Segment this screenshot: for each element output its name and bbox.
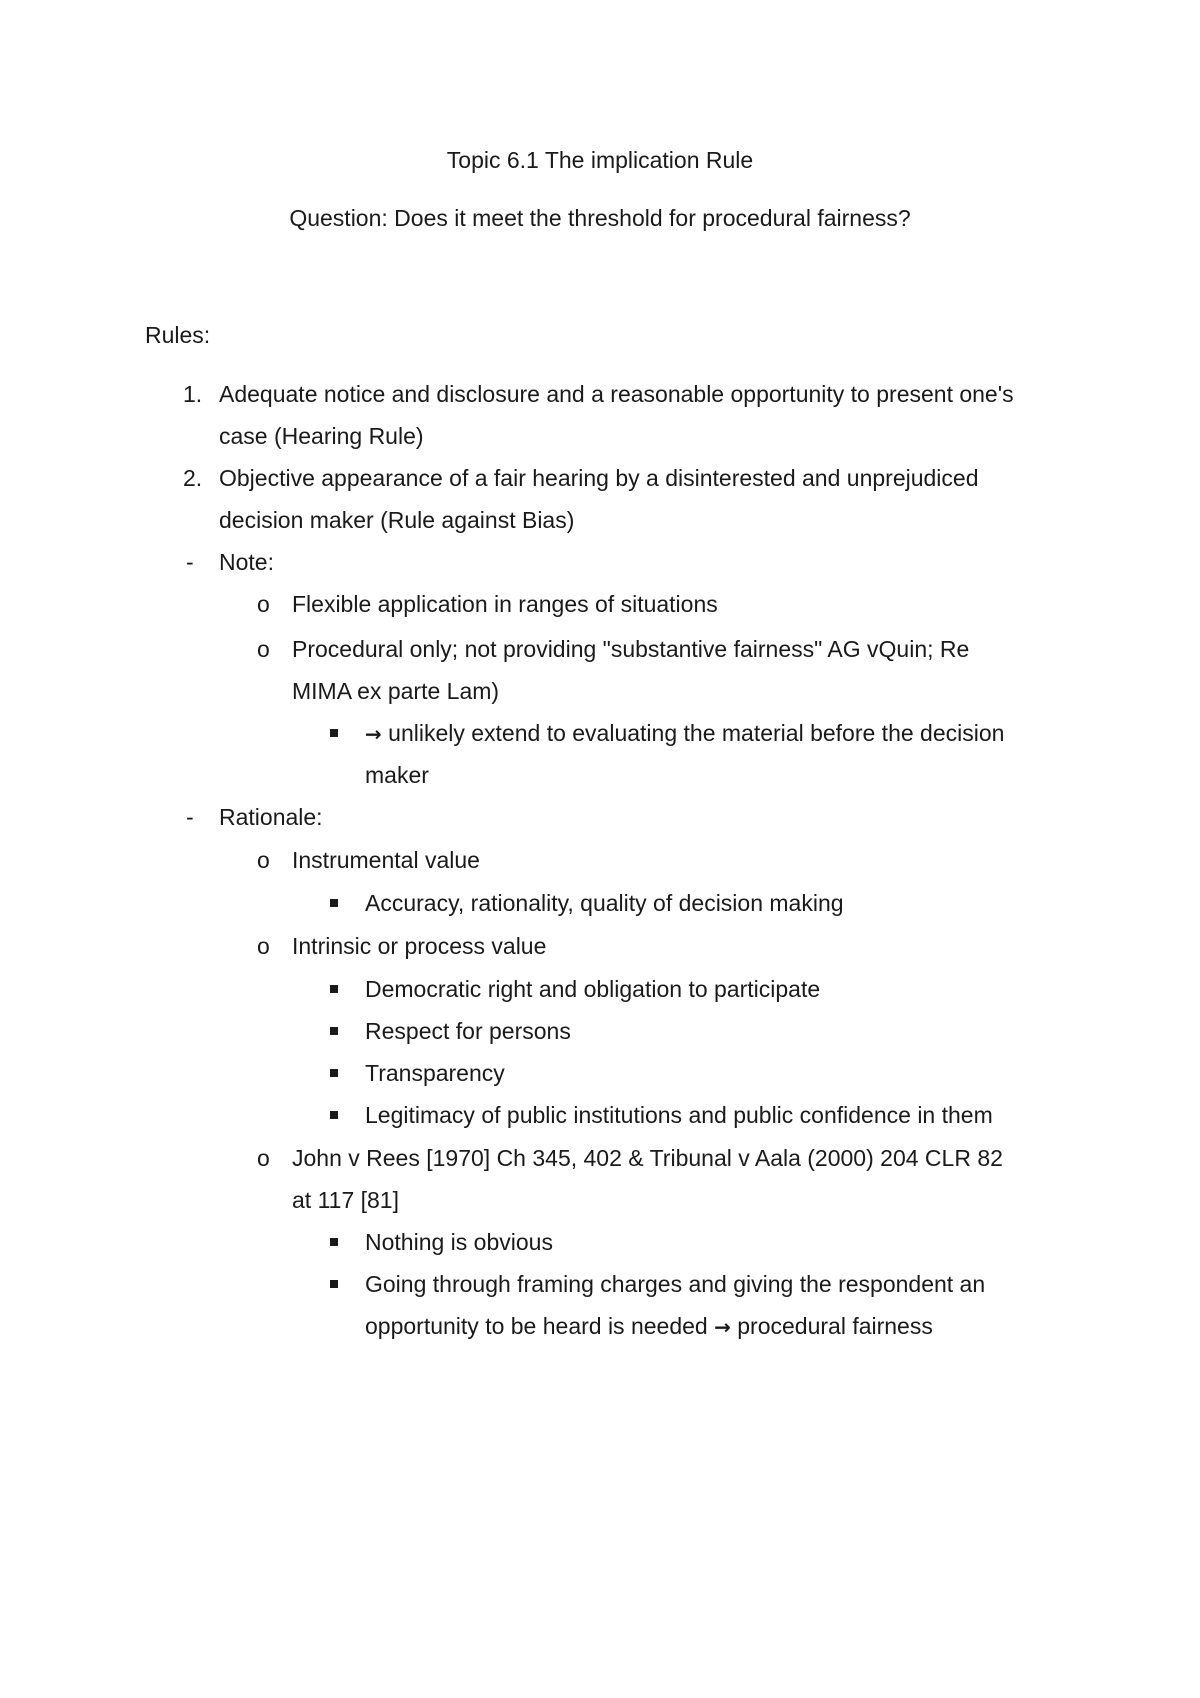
circle-bullet: o bbox=[257, 933, 270, 959]
list-item-text: Intrinsic or process value bbox=[292, 933, 547, 959]
question-line: Question: Does it meet the threshold for procedural fairness? bbox=[289, 205, 911, 231]
list-item-text: decision maker (Rule against Bias) bbox=[219, 507, 575, 533]
dash-bullet: - bbox=[186, 804, 194, 830]
list-item-text: Transparency bbox=[365, 1060, 505, 1086]
list-item-text: → unlikely extend to evaluating the material before the decision bbox=[365, 720, 1005, 746]
square-bullet bbox=[330, 1027, 338, 1035]
square-bullet bbox=[330, 1280, 338, 1288]
circle-bullet: o bbox=[257, 636, 270, 662]
square-bullet bbox=[330, 1069, 338, 1077]
list-item-text: at 117 [81] bbox=[292, 1187, 399, 1213]
square-bullet bbox=[330, 899, 338, 907]
list-item-text: Legitimacy of public institutions and public confidence in them bbox=[365, 1102, 993, 1128]
dash-bullet: - bbox=[186, 549, 194, 575]
list-item-text: Democratic right and obligation to participate bbox=[365, 976, 821, 1002]
document-title: Topic 6.1 The implication Rule bbox=[446, 147, 754, 173]
square-bullet bbox=[330, 1238, 338, 1246]
arrow-icon: → bbox=[365, 722, 382, 746]
circle-bullet: o bbox=[257, 847, 270, 873]
square-bullet bbox=[330, 1111, 338, 1119]
list-item-text: Flexible application in ranges of situations bbox=[292, 591, 718, 617]
list-item-text: opportunity to be heard is needed → procedural fairness bbox=[365, 1313, 933, 1339]
list-number: 2. bbox=[183, 465, 203, 491]
circle-bullet: o bbox=[257, 591, 270, 617]
note-label: Note: bbox=[219, 549, 274, 575]
list-item-text: MIMA ex parte Lam) bbox=[292, 678, 500, 704]
list-item-text: case (Hearing Rule) bbox=[219, 423, 424, 449]
list-item-text: Respect for persons bbox=[365, 1018, 571, 1044]
list-item-text: Nothing is obvious bbox=[365, 1229, 553, 1255]
list-item-text: Adequate notice and disclosure and a reasonable opportunity to present one's bbox=[219, 381, 1014, 407]
list-item-text: John v Rees [1970] Ch 345, 402 & Tribunal v Aala (2000) 204 CLR 82 bbox=[292, 1145, 1003, 1171]
square-bullet bbox=[330, 729, 338, 737]
list-number: 1. bbox=[183, 381, 203, 407]
list-item-text: Accuracy, rationality, quality of decision making bbox=[365, 890, 844, 916]
square-bullet bbox=[330, 985, 338, 993]
list-item-text: Objective appearance of a fair hearing by a disinterested and unprejudiced bbox=[219, 465, 979, 491]
list-item-text: Instrumental value bbox=[292, 847, 480, 873]
rules-heading: Rules: bbox=[145, 322, 211, 348]
list-item-text: Going through framing charges and giving the respondent an bbox=[365, 1271, 986, 1297]
rationale-label: Rationale: bbox=[219, 804, 323, 830]
list-item-text: Procedural only; not providing "substantive fairness" AG vQuin; Re bbox=[292, 636, 970, 662]
arrow-icon: → bbox=[714, 1315, 731, 1339]
list-item-text: maker bbox=[365, 762, 429, 788]
circle-bullet: o bbox=[257, 1145, 270, 1171]
